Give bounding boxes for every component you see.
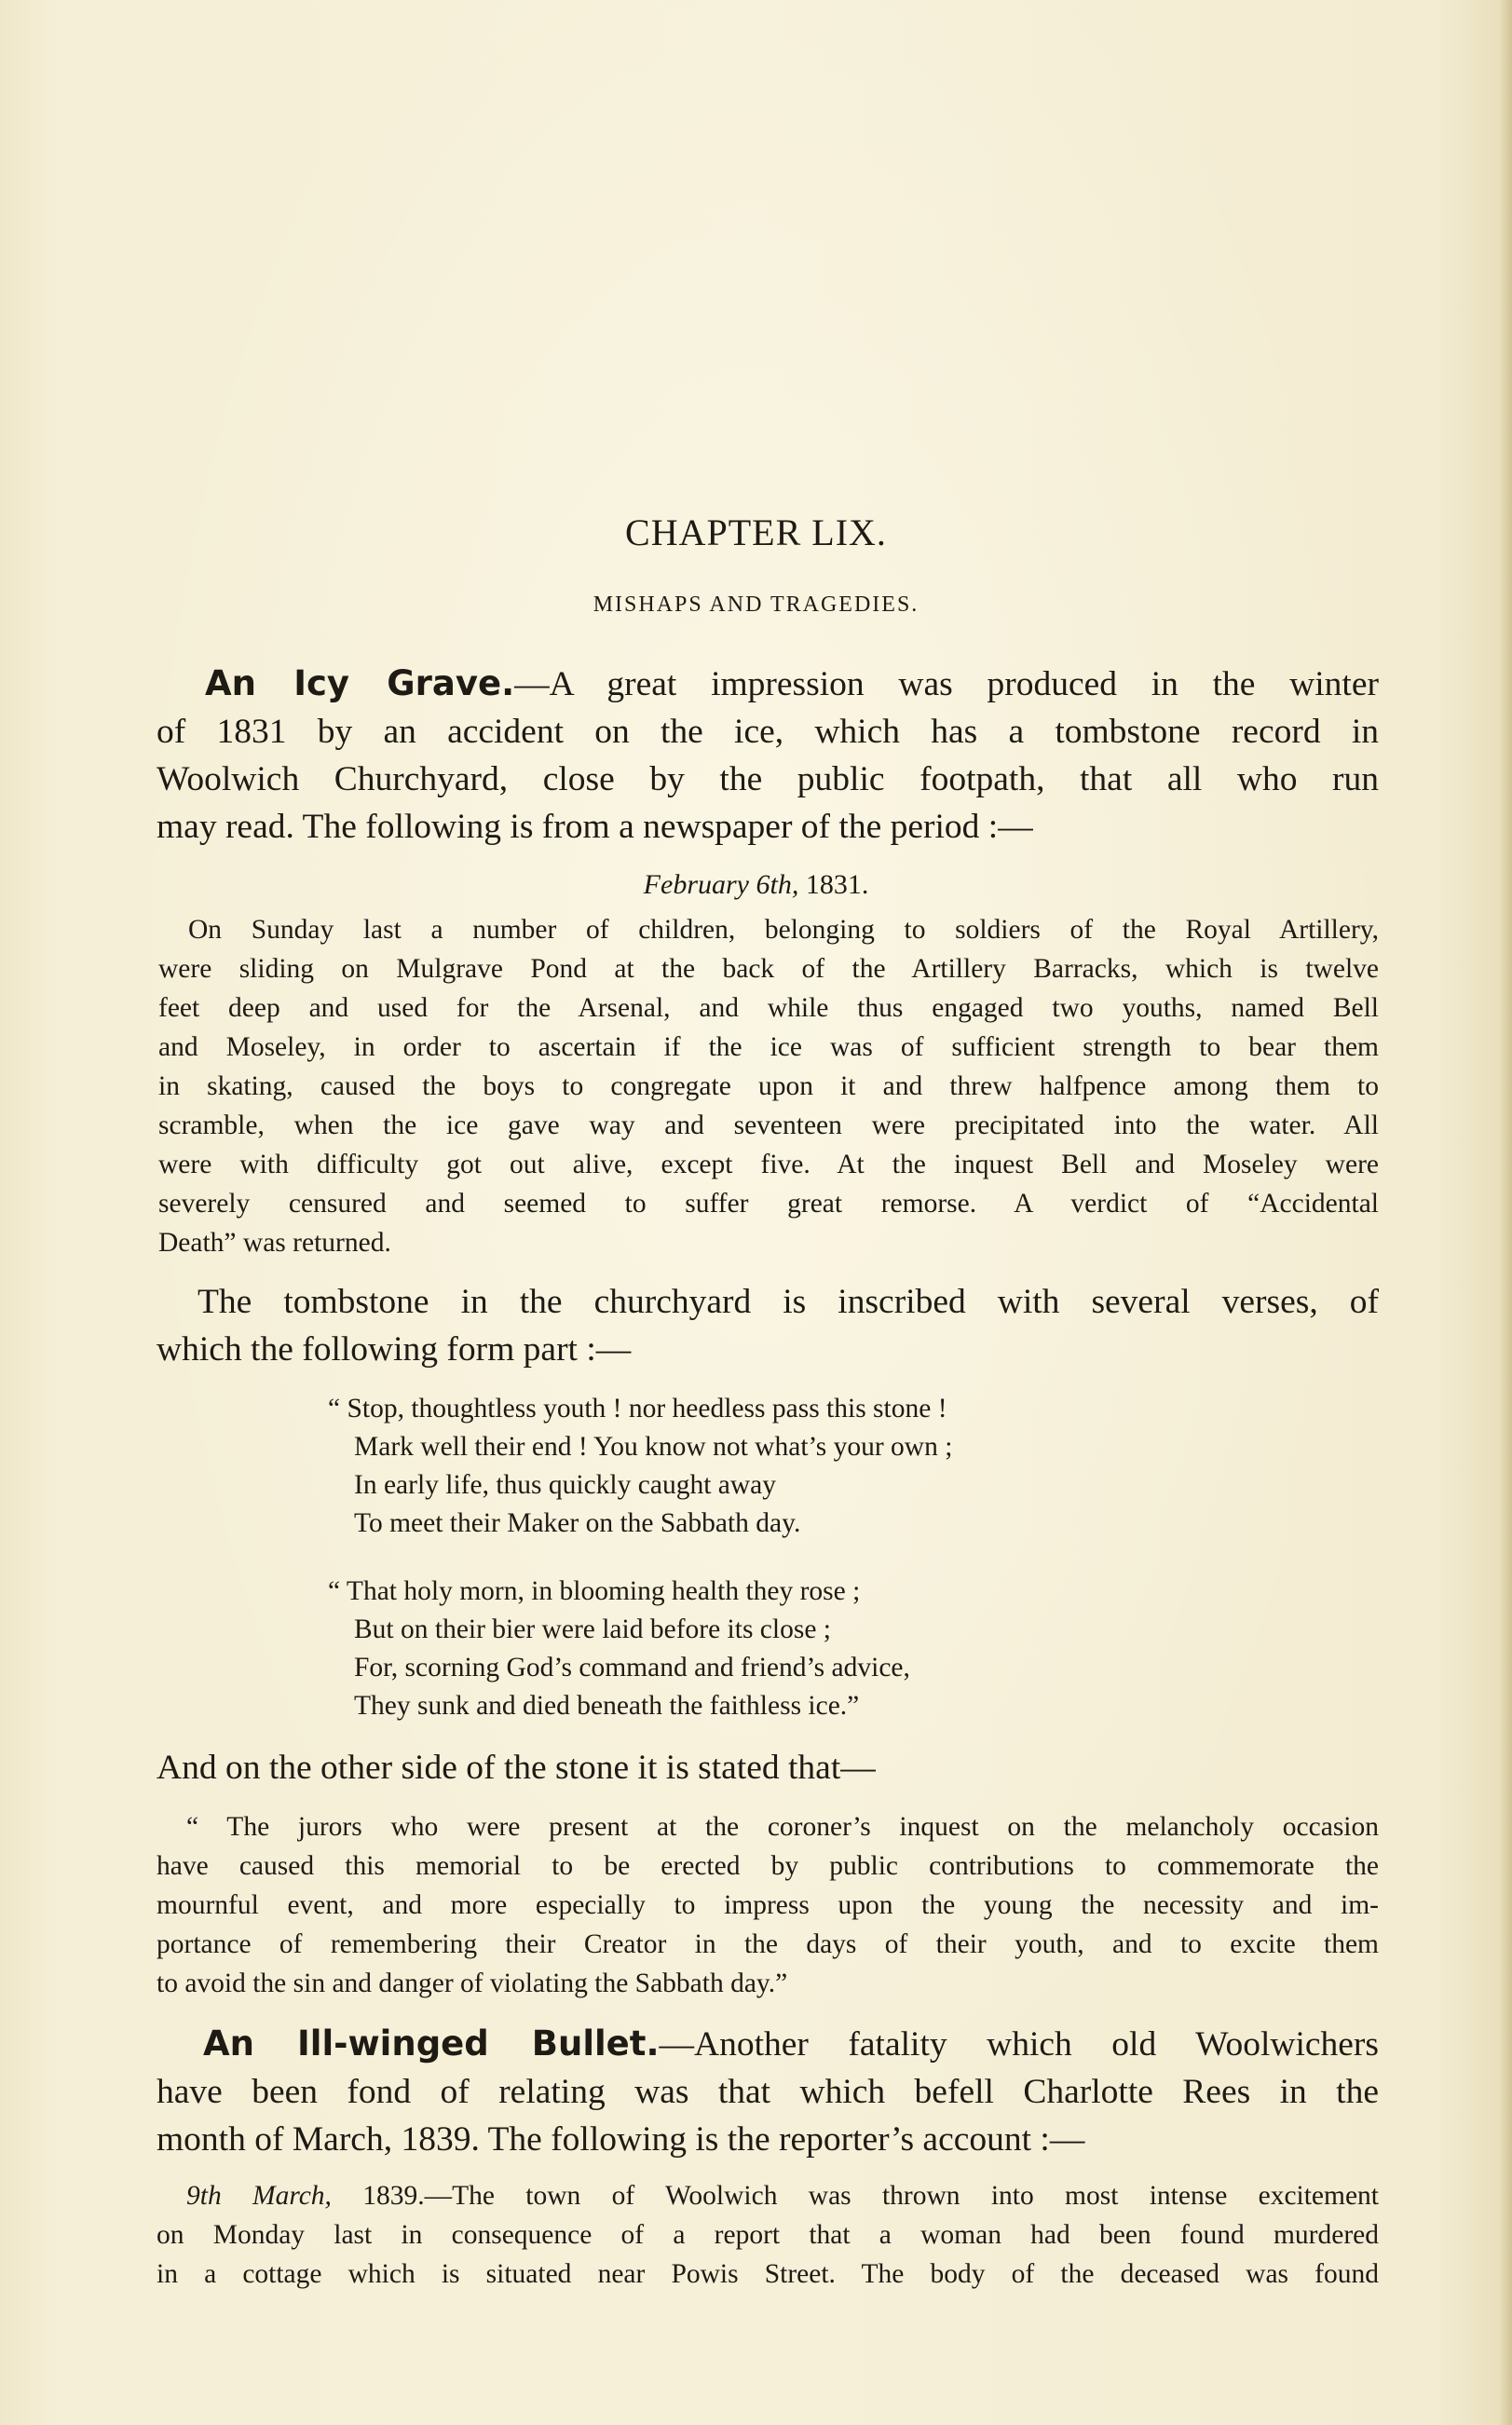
extract-line: were with difficulty got out alive, except five. At the inquest Bell and Moseley were	[158, 1150, 1379, 1179]
paragraph-line: An Icy Grave.—A great impression was produced in the winter	[205, 663, 1379, 703]
extract-line: feet deep and used for the Arsenal, and while thus engaged two youths, named Bell	[158, 993, 1379, 1023]
section-heading: An Ill-winged Bullet.	[203, 2023, 660, 2064]
section-heading: An Icy Grave.	[205, 663, 515, 703]
reporter-extract	[157, 2176, 1379, 2294]
paragraph-line: And on the other side of the stone it is stated that—	[157, 1749, 876, 1787]
verse-line: In early life, thus quickly caught away	[354, 1470, 777, 1500]
verse-stanza-2	[328, 1573, 910, 1725]
chapter-title: CHAPTER LIX.	[625, 511, 887, 553]
inscription-line: portance of remembering their Creator in the days of their youth, and to excite them	[157, 1929, 1379, 1959]
verse-line: They sunk and died beneath the faithless ice.”	[354, 1691, 860, 1721]
section-ill-winged-bullet	[157, 2020, 1379, 2163]
paragraph-line: of 1831 by an accident on the ice, which has a tombstone record in	[157, 713, 1379, 751]
page-edge-shadow	[1499, 0, 1512, 2425]
paragraph-line: have been fond of relating was that which befell Charlotte Rees in the	[157, 2073, 1379, 2111]
extract-dateline: February 6th, 1831.	[643, 869, 869, 900]
section-icy-grave	[157, 660, 1379, 851]
extract-line: scramble, when the ice gave way and seventeen were precipitated into the water. All	[158, 1110, 1379, 1140]
extract-line: 9th March, 1839.—The town of Woolwich was thrown into most intense excitement	[186, 2181, 1380, 2211]
verse-stanza-1	[328, 1390, 952, 1543]
paragraph-line: The tombstone in the churchyard is inscribed with several verses, of	[198, 1283, 1379, 1321]
extract-line: severely censured and seemed to suffer great remorse. A verdict of “Accidental	[158, 1189, 1379, 1219]
extract-line: in skating, caused the boys to congregate upon it and threw halfpence among them to	[158, 1071, 1379, 1101]
paragraph-line: An Ill-winged Bullet.—Another fatality which old Woolwichers	[203, 2023, 1379, 2064]
verse-line: To meet their Maker on the Sabbath day.	[354, 1508, 801, 1538]
newspaper-extract	[158, 910, 1379, 1262]
paragraph-line: Woolwich Churchyard, close by the public footpath, that all who run	[157, 760, 1379, 798]
paragraph-line: which the following form part :—	[157, 1330, 632, 1369]
inscription-line: have caused this memorial to be erected by public contributions to commemorate the	[157, 1851, 1379, 1881]
extract-line: on Monday last in consequence of a report that a woman had been found murdered	[157, 2220, 1379, 2250]
extract-line: On Sunday last a number of children, belonging to soldiers of the Royal Artillery,	[188, 915, 1379, 945]
inscription-line: to avoid the sin and danger of violating the Sabbath day.”	[157, 1969, 788, 1998]
paragraph-line: may read. The following is from a newspaper of the period :—	[157, 808, 1033, 846]
extract-line: and Moseley, in order to ascertain if the ice was of sufficient strength to bear them	[158, 1032, 1379, 1062]
verse-line: But on their bier were laid before its close ;	[354, 1614, 831, 1644]
paragraph-tombstone	[157, 1278, 1379, 1373]
verse-line: Mark well their end ! You know not what’s your own ;	[354, 1432, 953, 1462]
inscription-line: “ The jurors who were present at the coroner’s inquest on the melancholy occasion	[186, 1812, 1379, 1842]
tombstone-inscription	[157, 1807, 1379, 2003]
extract-line: were sliding on Mulgrave Pond at the back of the Artillery Barracks, which is twelve	[158, 954, 1379, 984]
verse-line: “ Stop, thoughtless youth ! nor heedless pass this stone !	[328, 1394, 947, 1424]
verse-line: For, scorning God’s command and friend’s advice,	[354, 1653, 910, 1683]
extract-line: Death” was returned.	[158, 1228, 391, 1258]
inscription-line: mournful event, and more especially to impress upon the young the necessity and im-	[157, 1890, 1379, 1920]
paragraph-other-side	[157, 1744, 1379, 1792]
paragraph-line: month of March, 1839. The following is the reporter’s account :—	[157, 2120, 1085, 2159]
chapter-subtitle: MISHAPS AND TRAGEDIES.	[593, 593, 919, 617]
extract-line: in a cottage which is situated near Powis Street. The body of the deceased was found	[157, 2259, 1379, 2289]
verse-line: “ That holy morn, in blooming health they rose ;	[328, 1576, 861, 1606]
